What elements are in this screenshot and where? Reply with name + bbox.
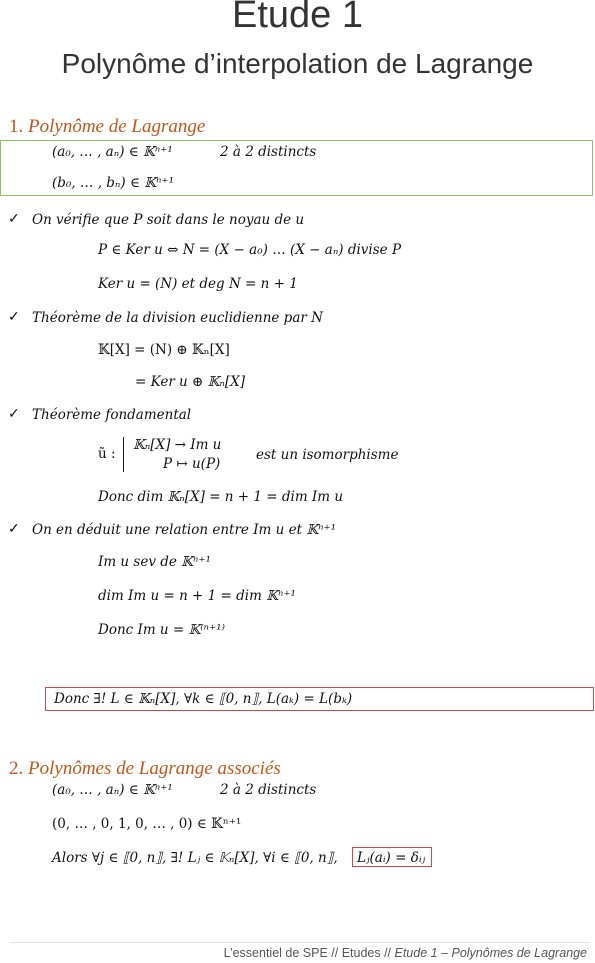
section-2-number: 2. xyxy=(9,758,24,779)
point-3-heading: Théorème fondamental xyxy=(32,407,192,423)
point-4-line-3: Donc Im u = 𝕂⁽ⁿ⁺¹⁾ xyxy=(98,622,225,638)
point-4-line-1: Im u sev de 𝕂ⁿ⁺¹ xyxy=(98,554,211,570)
hypothesis-line-2: (b₀, … , bₙ) ∈ 𝕂ⁿ⁺¹ xyxy=(52,175,174,191)
point-3-line-1: Donc dim 𝕂ₙ[X] = n + 1 = dim Im u xyxy=(98,489,344,505)
section-2-line-3: Alors ∀j ∈ ⟦0, n⟧, ∃! Lⱼ ∈ 𝕂ₙ[X], ∀i ∈ ⟦0, n⟧, xyxy=(52,850,338,866)
check-icon: ✓ xyxy=(8,406,20,422)
map-line-2: P ↦ u(P) xyxy=(163,456,221,472)
footer-divider xyxy=(10,942,590,943)
point-1-line-2: Ker u = (N) et deg N = n + 1 xyxy=(98,276,298,292)
footer xyxy=(224,946,587,960)
page-subtitle: Polynôme d’interpolation de Lagrange xyxy=(61,48,534,79)
section-2-line-2: (0, … , 0, 1, 0, … , 0) ∈ 𝕂ⁿ⁺¹ xyxy=(52,816,242,832)
point-1-line-1: P ∈ Ker u ⇔ N = (X − a₀) … (X − aₙ) divise P xyxy=(98,242,402,258)
footer-emph: Etude 1 – Polynômes de Lagrange xyxy=(394,946,587,960)
section-2-note: 2 à 2 distincts xyxy=(220,782,317,798)
footer-prefix: L’essentiel de SPE // Etudes // xyxy=(223,946,395,960)
point-2-heading: Théorème de la division euclidienne par N xyxy=(32,310,323,326)
hypothesis-line-1: (a₀, … , aₙ) ∈ 𝕂ⁿ⁺¹ xyxy=(52,144,173,160)
hypothesis-note: 2 à 2 distincts xyxy=(220,144,317,160)
conclusion-text: Donc ∃! L ∈ 𝕂ₙ[X], ∀k ∈ ⟦0, n⟧, L(aₖ) = L(bₖ) xyxy=(54,691,353,707)
section-2-heading xyxy=(9,758,281,780)
section-2-title: Polynômes de Lagrange associés xyxy=(28,758,281,779)
point-4-line-2: dim Im u = n + 1 = dim 𝕂ⁿ⁺¹ xyxy=(98,588,296,604)
section-2-line-1: (a₀, … , aₙ) ∈ 𝕂ⁿ⁺¹ xyxy=(52,782,173,798)
map-label: ũ : xyxy=(98,446,116,462)
check-icon: ✓ xyxy=(8,211,20,227)
map-line-1: 𝕂ₙ[X] → Im u xyxy=(133,437,222,453)
section-1-number: 1. xyxy=(9,116,24,137)
check-icon: ✓ xyxy=(8,521,20,537)
point-2-line-1: 𝕂[X] = (N) ⊕ 𝕂ₙ[X] xyxy=(98,342,230,358)
point-2-line-2: = Ker u ⊕ 𝕂ₙ[X] xyxy=(135,374,245,390)
section-1-title: Polynôme de Lagrange xyxy=(28,116,206,137)
point-1-heading: On vérifie que P soit dans le noyau de u xyxy=(32,212,305,228)
section-2-result: Lⱼ(aᵢ) = δᵢⱼ xyxy=(357,850,426,866)
point-4-heading: On en déduit une relation entre Im u et 𝕂ⁿ⁺¹ xyxy=(32,522,337,538)
section-1-heading xyxy=(9,116,205,138)
map-bar xyxy=(123,437,124,472)
page-title: Etude 1 xyxy=(232,0,363,36)
check-icon: ✓ xyxy=(8,309,20,325)
map-note: est un isomorphisme xyxy=(256,447,399,463)
